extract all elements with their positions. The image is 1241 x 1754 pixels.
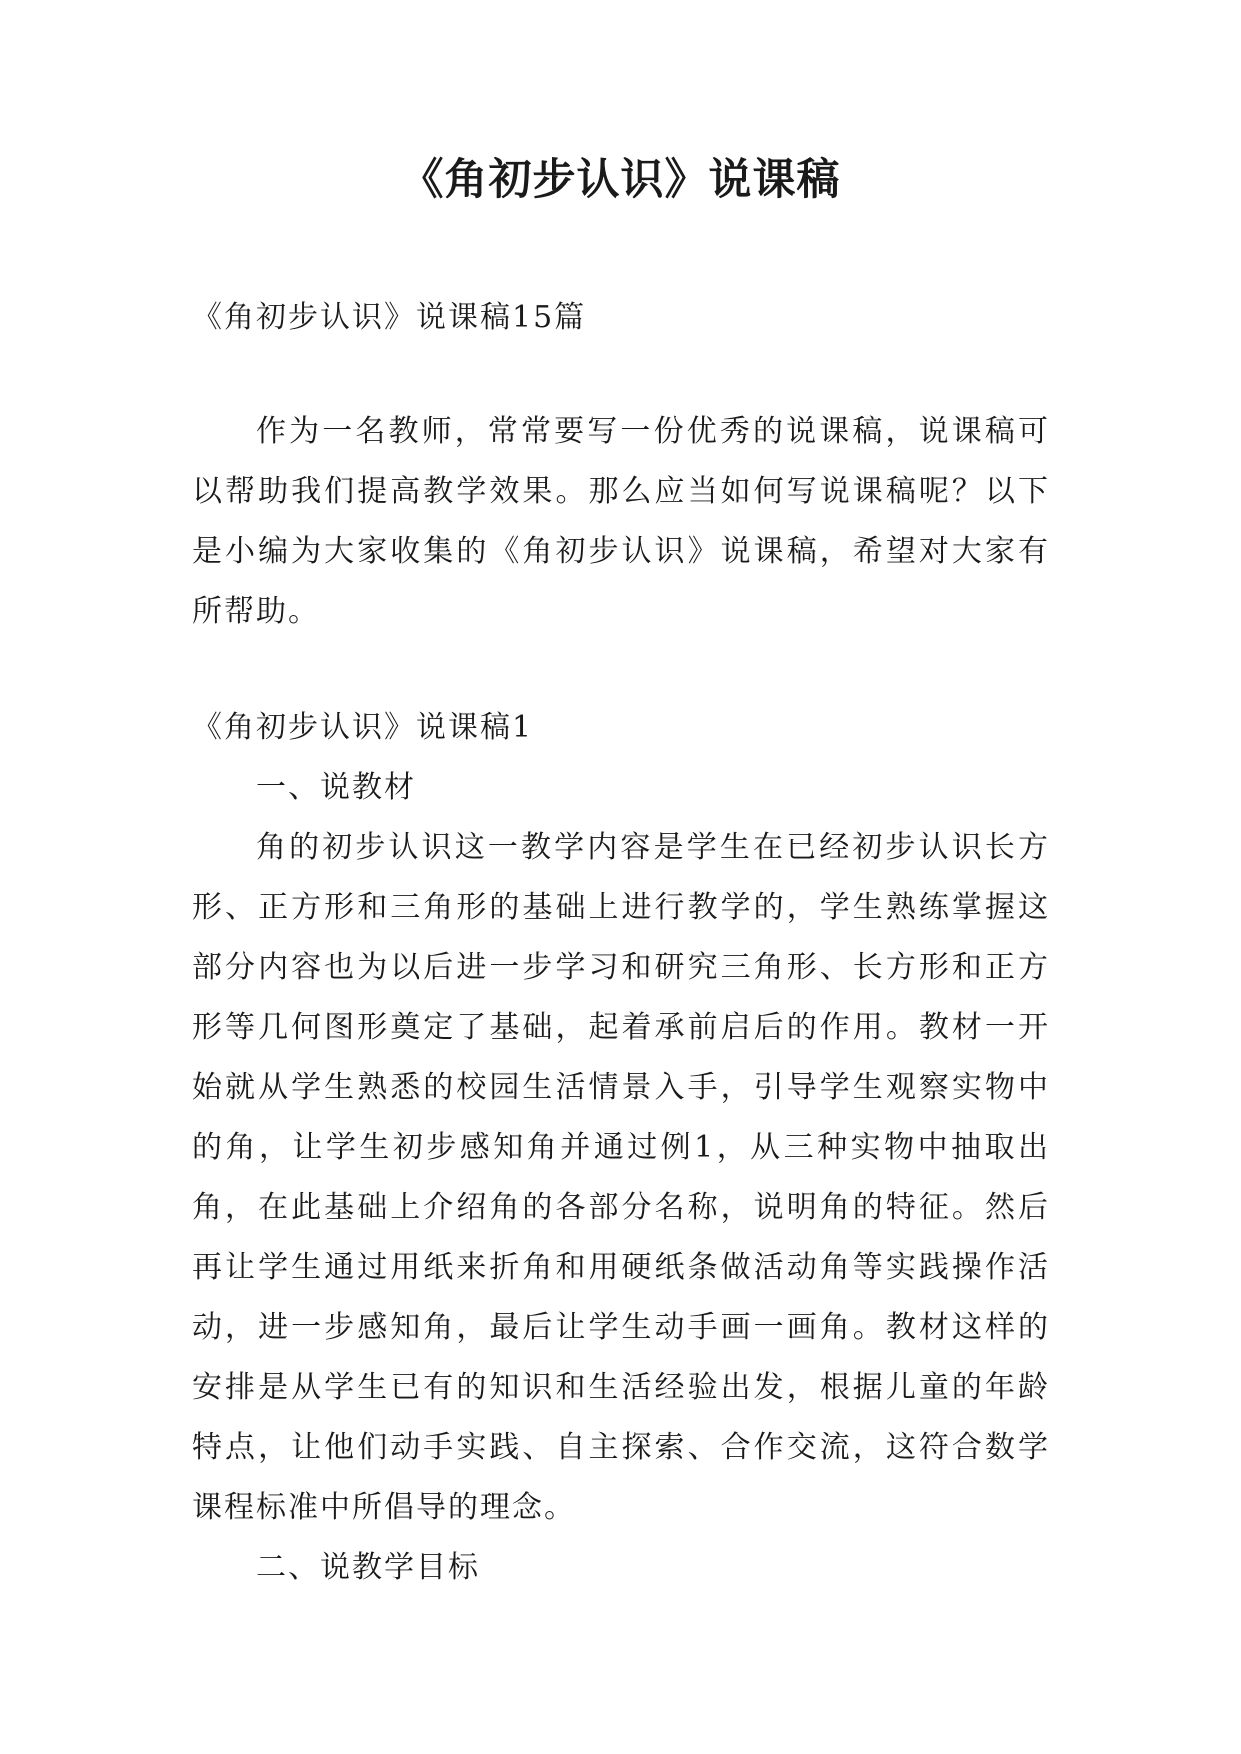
intro-paragraph: 作为一名教师，常常要写一份优秀的说课稿，说课稿可以帮助我们提高教学效果。那么应当如何写说课稿呢？以下是小编为大家收集的《角初步认识》说课稿，希望对大家有所帮助。 (192, 414, 1050, 629)
document-subtitle: 《角初步认识》说课稿15篇 (192, 300, 587, 335)
document-title: 《角初步认识》说课稿 (400, 155, 841, 205)
section-title: 《角初步认识》说课稿1 (192, 710, 534, 745)
section-heading-textbook: 一、说教材 (256, 770, 416, 805)
textbook-paragraph: 角的初步认识这一教学内容是学生在已经初步认识长方形、正方形和三角形的基础上进行教学的，学生熟练掌握这部分内容也为以后进一步学习和研究三角形、长方形和正方形等几何图形奠定了基础，起着承前启后的作用。教材一开始就从学生熟悉的校园生活情景入手，引导学生观察实物中的角，让学生初步感知角并通过例1，从三种实物中抽取出角，在此基础上介绍角的各部分名称，说明角的特征。然后再让学生通过用纸来折角和用硬纸条做活动角等实践操作活动，进一步感知角，最后让学生动手画一画角。教材这样的安排是从学生已有的知识和生活经验出发，根据儿童的年龄特点，让他们动手实践、自主探索、合作交流，这符合数学课程标准中所倡导的理念。 (192, 830, 1050, 1525)
content-section (192, 698, 1050, 1598)
section-heading-objectives: 二、说教学目标 (256, 1550, 480, 1585)
